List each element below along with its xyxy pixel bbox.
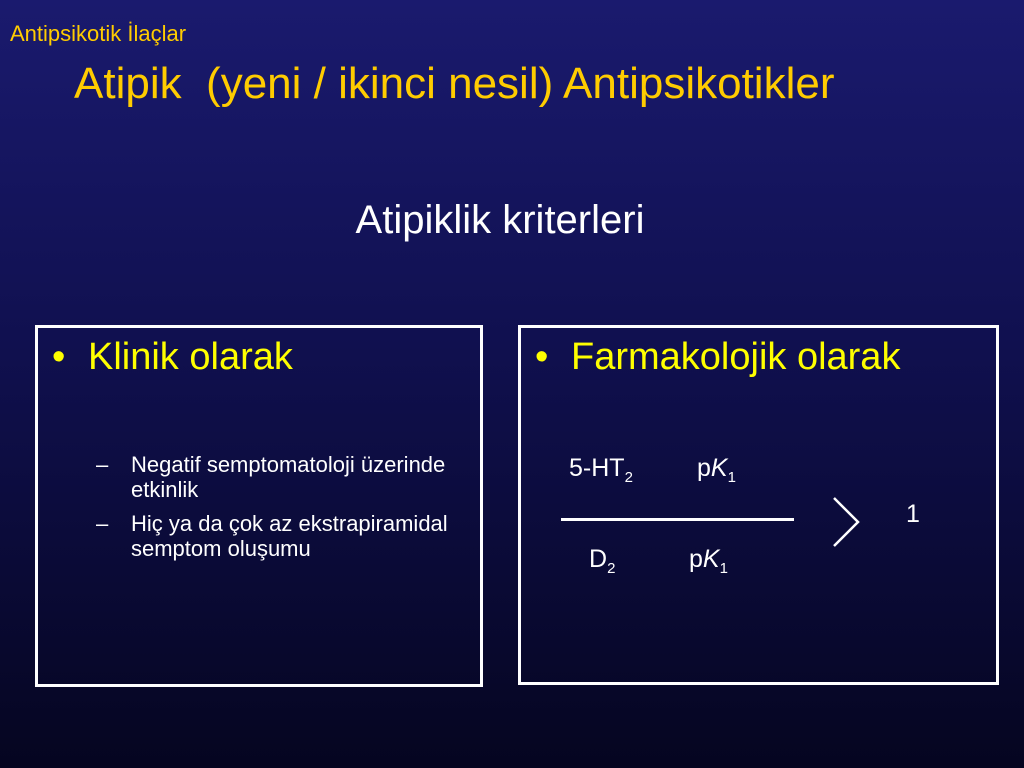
list-item <box>96 452 466 502</box>
list-item-text: Negatif semptomatoloji üzerinde etkinlik <box>131 452 446 502</box>
section-label: Antipsikotik İlaçlar <box>10 21 187 46</box>
clinical-criteria-list <box>96 452 466 570</box>
dash-icon: – <box>96 511 109 536</box>
page-title: Atipik (yeni / ikinci nesil) Antipsikotikler <box>74 59 835 108</box>
list-item-text: Hiç ya da çok az ekstrapiramidal semptom oluşumu <box>131 511 448 561</box>
numerator-receptor: $5-HT_2$ <box>569 454 633 486</box>
comparison-value: 1 <box>906 500 920 528</box>
numerator-pk: $pK_1$ <box>697 454 736 486</box>
denominator-pk: $pK_1$ <box>689 545 728 577</box>
clinical-heading <box>38 338 293 376</box>
pharmacological-heading <box>521 338 900 376</box>
list-item <box>96 511 466 561</box>
slide-subtitle: Atipiklik kriterleri <box>355 198 645 242</box>
bullet-icon: • <box>52 336 66 378</box>
fraction-line <box>561 518 794 521</box>
clinical-heading-text: Klinik olarak <box>88 336 293 378</box>
denominator-receptor: $D_2$ <box>589 545 616 577</box>
pharmacological-criteria-box <box>518 325 999 685</box>
dash-icon: – <box>96 452 109 477</box>
pharmacological-heading-text: Farmakolojik olarak <box>571 336 901 378</box>
greater-than-icon <box>828 494 864 550</box>
bullet-icon: • <box>535 336 549 378</box>
